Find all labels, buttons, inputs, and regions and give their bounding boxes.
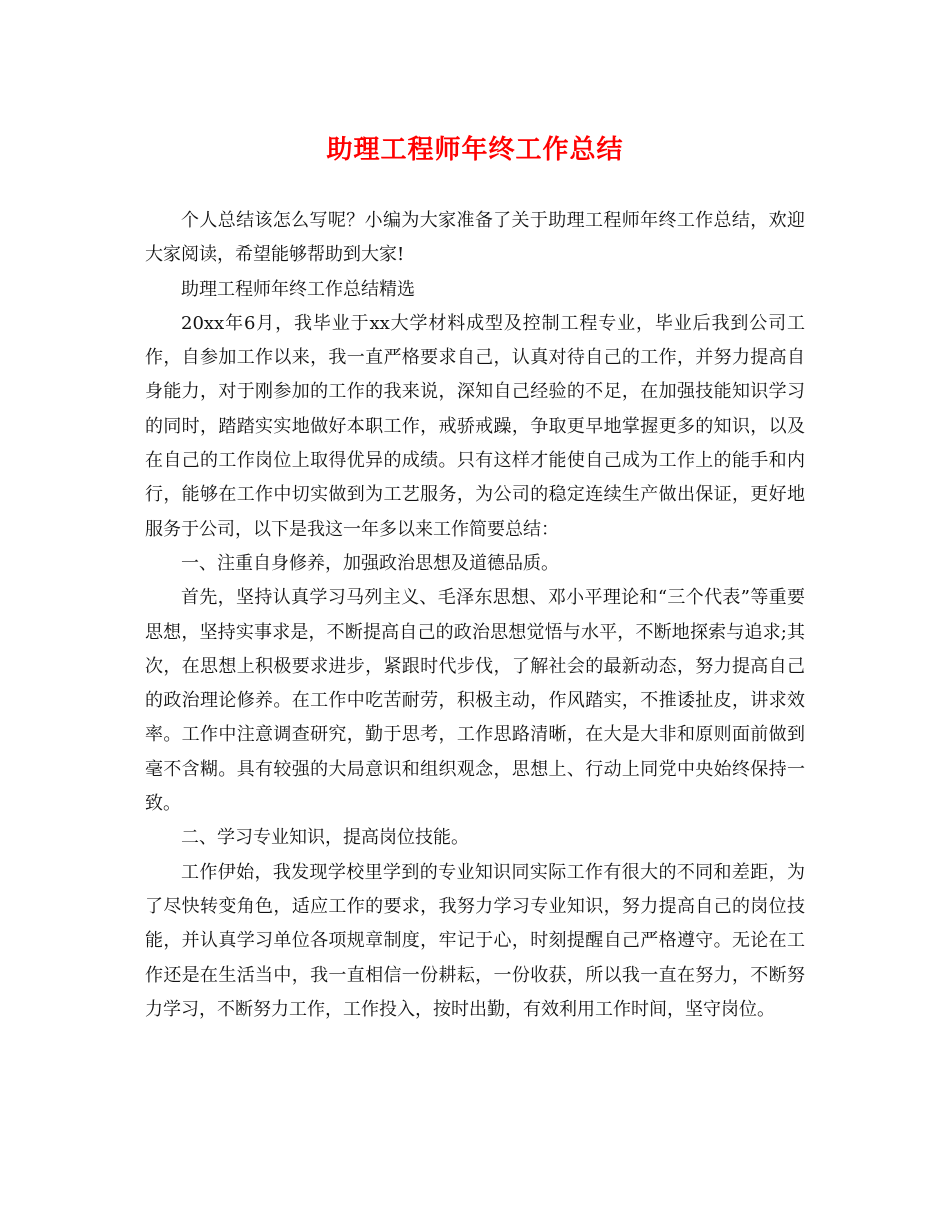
paragraph-intro: 个人总结该怎么写呢？小编为大家准备了关于助理工程师年终工作总结，欢迎大家阅读，希望能够帮助到大家! bbox=[145, 210, 805, 266]
section-heading-1: 一、注重自身修养，加强政治思想及道德品质。 bbox=[181, 552, 559, 574]
section-heading-2: 二、学习专业知识，提高岗位技能。 bbox=[181, 827, 469, 849]
paragraph-subtitle: 助理工程师年终工作总结精选 bbox=[181, 278, 415, 300]
paragraph-section-1: 首先，坚持认真学习马列主义、毛泽东思想、邓小平理论和“三个代表”等重要思想，坚持实事求是，不断提高自己的政治思想觉悟与水平，不断地探索与追求;其次，在思想上积极要求进步，紧跟时代步伐，了解社会的最新动态，努力提高自己的政治理论修养。在工作中吃苦耐劳，积极主动，作风踏实，不推诿扯皮，讲求效率。工作中注意调查研究，勤于思考，工作思路清晰，在大是大非和原则面前做到毫不含糊。具有较强的大局意识和组织观念，思想上、行动上同党中央始终保持一致。 bbox=[145, 587, 805, 815]
document-title: 助理工程师年终工作总结 bbox=[326, 135, 624, 165]
paragraph-background: 20xx年6月，我毕业于xx大学材料成型及控制工程专业，毕业后我到公司工作，自参加工作以来，我一直严格要求自己，认真对待自己的工作，并努力提高自身能力，对于刚参加的工作的我来说，深知自己经验的不足，在加强技能知识学习的同时，踏踏实实地做好本职工作，戒骄戒躁，争取更早地掌握更多的知识，以及在自己的工作岗位上取得优异的成绩。只有这样才能使自己成为工作上的能手和内行，能够在工作中切实做到为工艺服务，为公司的稳定连续生产做出保证，更好地服务于公司，以下是我这一年多以来工作简要总结： bbox=[145, 312, 805, 540]
paragraph-section-2: 工作伊始，我发现学校里学到的专业知识同实际工作有很大的不同和差距，为了尽快转变角色，适应工作的要求，我努力学习专业知识，努力提高自己的岗位技能，并认真学习单位各项规章制度，牢记于心，时刻提醒自己严格遵守。无论在工作还是在生活当中，我一直相信一份耕耘，一份收获，所以我一直在努力，不断努力学习，不断努力工作，工作投入，按时出勤，有效利用工作时间，坚守岗位。 bbox=[145, 861, 805, 1020]
document-body bbox=[145, 204, 805, 1027]
